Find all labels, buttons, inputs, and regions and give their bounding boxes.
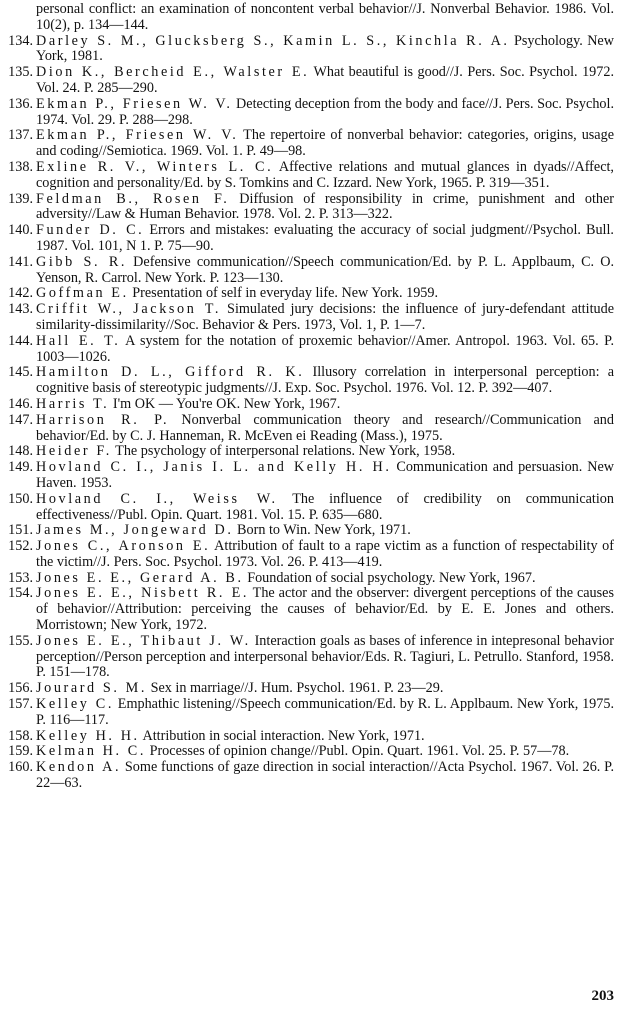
reference-entry [0, 413, 614, 445]
reference-text: Illusory correlation in interpersonal perception: a cognitive basis of stereotypic judgments//J. Exp. Soc. Psychol. 1976. Vol. 12. P. 392—407. [36, 364, 615, 397]
reference-author: Hovland C. I., Janis I. L. and Kelly H. H. [36, 459, 392, 476]
reference-author: Harris T. [36, 395, 110, 412]
reference-text: Emphathic listening//Speech communication/Ed. by R. L. Applbaum. New York, 1975. P. 116—117. [36, 696, 614, 728]
reference-text: What beautiful is good//J. Pers. Soc. Psychol. 1972. Vol. 24. P. 285—290. [36, 64, 614, 96]
reference-text: Communication and persuasion. New Haven. 1953. [36, 459, 614, 491]
reference-entry [0, 492, 614, 524]
reference-entry [0, 65, 614, 97]
reference-author: Goffman E. [36, 285, 129, 302]
reference-text: Attribution of fault to a rape victim as a function of respectability of the victim//J. Pers. Soc. Psychol. 1973. Vol. 26. P. 413—419. [36, 538, 614, 570]
reference-number: 151. [8, 522, 33, 539]
reference-author: Darley S. M., Glucksberg S., Kamin L. S., Kinchla R. A. [36, 32, 510, 49]
reference-number: 153. [8, 569, 33, 586]
reference-author: Kelman H. C. [36, 743, 147, 760]
reference-number: 160. [8, 759, 33, 776]
reference-number: 142. [8, 285, 33, 302]
reference-author: Hovland C. I., Weiss W. [36, 490, 278, 507]
reference-text: Sex in marriage//J. Hum. Psychol. 1961. P. 23—29. [147, 680, 444, 697]
reference-author: Kelley C. [36, 696, 115, 713]
reference-text: The repertoire of nonverbal behavior: categories, origins, usage and coding//Semiotica. 1969. Vol. 1. P. 49—98. [36, 127, 614, 160]
reference-entry [0, 523, 614, 539]
reference-author: Ekman P., Friesen W. V. [36, 127, 239, 144]
reference-number: 149. [8, 459, 33, 476]
reference-number: 155. [8, 632, 33, 649]
reference-entry [0, 255, 614, 287]
reference-author: Kendon A. [36, 759, 122, 776]
reference-list [0, 2, 614, 792]
reference-number: 147. [8, 411, 33, 428]
reference-entry [0, 365, 614, 397]
reference-entry [0, 460, 614, 492]
reference-author: Gibb S. R. [36, 253, 128, 270]
reference-number: 156. [8, 680, 33, 697]
reference-entry [0, 571, 614, 587]
reference-entry [0, 160, 614, 192]
reference-entry [0, 539, 614, 571]
reference-number: 145. [8, 364, 33, 381]
reference-entry [0, 586, 614, 633]
reference-number: 146. [8, 395, 33, 412]
reference-entry [0, 681, 614, 697]
reference-number: 148. [8, 443, 33, 460]
reference-entry [0, 192, 614, 224]
reference-entry [0, 128, 614, 160]
reference-number: 141. [8, 253, 33, 270]
reference-text: The actor and the observer: divergent perceptions of the causes of behavior//Attribution: perceiving the causes of behavior/Ed. by E. E. Jones and others. Morristown; New York, 1972. [36, 585, 614, 634]
reference-author: Heider F. [36, 443, 112, 460]
reference-entry [0, 634, 614, 681]
reference-number: 139. [8, 190, 33, 207]
reference-number: 157. [8, 696, 33, 713]
reference-entry [0, 34, 614, 66]
reference-text: Diffusion of responsibility in crime, punishment and other adversity//Law & Human Behavior. 1978. Vol. 2. P. 313—322. [36, 190, 614, 223]
reference-number: 136. [8, 95, 33, 112]
reference-author: Hamilton D. L., Gifford R. K. [36, 364, 305, 381]
reference-entry [0, 444, 614, 460]
reference-entry [0, 302, 614, 334]
page-number: 203 [591, 988, 614, 1004]
reference-number: 138. [8, 158, 33, 175]
reference-text: Attribution in social interaction. New York, 1971. [139, 727, 425, 744]
reference-author: James M., Jongeward D. [36, 522, 234, 539]
reference-entry [0, 97, 614, 129]
reference-number: 159. [8, 743, 33, 760]
reference-entry [0, 729, 614, 745]
reference-text: Errors and mistakes: evaluating the accuracy of social judgment//Psychol. Bull. 1987. Vol. 101, N 1. P. 75—90. [36, 222, 614, 254]
reference-entry [0, 697, 614, 729]
reference-entry [0, 397, 614, 413]
reference-author: Jourard S. M. [36, 680, 148, 697]
reference-author: Hall E. T. [36, 332, 121, 349]
reference-author: Jones E. E., Thibaut J. W. [36, 632, 251, 649]
reference-text: Nonverbal communication theory and research//Communication and behavior/Ed. by C. J. Hanneman, R. McEven ei Reading (Mass.), 1975. [36, 411, 614, 444]
reference-author: Criffit W., Jackson T. [36, 301, 222, 318]
reference-text: Detecting deception from the body and face//J. Pers. Soc. Psychol. 1974. Vol. 29. P. 288—298. [36, 95, 614, 128]
reference-text: The influence of credibility on communication effectiveness//Publ. Opin. Quart. 1981. Vol. 15. P. 635—680. [36, 490, 614, 523]
reference-text: Psychology. New York, 1981. [36, 32, 614, 65]
reference-entry [0, 334, 614, 366]
reference-number: 134. [8, 32, 33, 49]
reference-author: Exline R. V., Winters L. C. [36, 158, 274, 175]
reference-author: Harrison R. P. [36, 411, 170, 428]
reference-number: 135. [8, 64, 33, 81]
reference-text: A system for the notation of proxemic behavior//Amer. Antropol. 1963. Vol. 65. P. 1003—1026. [36, 332, 614, 365]
reference-number: 150. [8, 490, 33, 507]
reference-number: 152. [8, 538, 33, 555]
reference-number: 140. [8, 222, 33, 239]
reference-number: 144. [8, 332, 33, 349]
reference-author: Kelley H. H. [36, 727, 140, 744]
reference-author: Feldman B., Rosen F. [36, 190, 230, 207]
reference-entry [0, 286, 614, 302]
reference-continuation: personal conflict: an examination of noncontent verbal behavior//J. Nonverbal Behavior. 1986. Vol. 10(2), p. 134—144. [36, 1, 614, 33]
reference-text: Foundation of social psychology. New York, 1967. [243, 569, 536, 586]
reference-number: 158. [8, 727, 33, 744]
reference-text: The psychology of interpersonal relations. New York, 1958. [111, 443, 456, 460]
reference-author: Jones E. E., Nisbett R. E. [36, 585, 249, 602]
reference-text: Simulated jury decisions: the influence of jury-defendant attitude similarity-dissimilarity//Soc. Behavior & Pers. 1973, Vol. 1, P. 1—7. [36, 301, 614, 333]
reference-text: Defensive communication//Speech communication/Ed. by P. L. Applbaum, C. O. Yenson, R. Carrol. New York. P. 123—130. [36, 253, 614, 286]
reference-text: Born to Win. New York, 1971. [233, 522, 411, 539]
reference-number: 137. [8, 127, 33, 144]
reference-number: 143. [8, 301, 33, 318]
reference-text: Affective relations and mutual glances in dyads//Affect, cognition and personality/Ed. by S. Tomkins and C. Izzard. New York, 1965. P. 319—351. [36, 158, 614, 191]
reference-entry [0, 760, 614, 792]
reference-entry [0, 223, 614, 255]
reference-text: Some functions of gaze direction in social interaction//Acta Psychol. 1967. Vol. 26. P. 22—63. [36, 759, 614, 792]
reference-author: Jones E. E., Gerard A. B. [36, 569, 244, 586]
reference-text: Processes of opinion change//Publ. Opin. Quart. 1961. Vol. 25. P. 57—78. [146, 743, 570, 760]
reference-author: Dion K., Bercheid E., Walster E. [36, 64, 310, 81]
reference-author: Funder D. C. [36, 222, 145, 239]
reference-author: Jones C., Aronson E. [36, 538, 211, 555]
reference-text: I'm OK — You're OK. New York, 1967. [109, 395, 341, 412]
reference-author: Ekman P., Friesen W. V. [36, 95, 233, 112]
reference-text: Interaction goals as bases of inference in intepresonal behavior perception//Person perception and interpersonal behavior/Eds. R. Tagiuri, L. Petrullo. Stanford, 1958. P. 151—178. [36, 632, 614, 681]
reference-entry [0, 744, 614, 760]
reference-number: 154. [8, 585, 33, 602]
reference-text: Presentation of self in everyday life. New York. 1959. [128, 285, 439, 302]
